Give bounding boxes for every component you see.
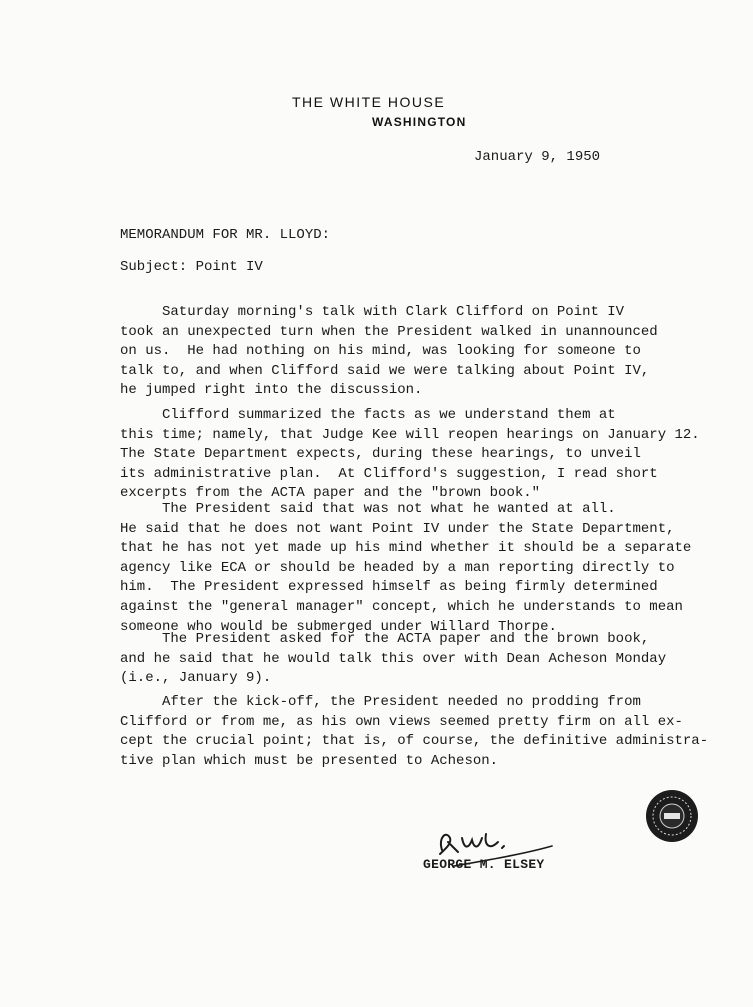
paragraph-line: Clifford or from me, as his own views seemed pretty firm on all ex-	[120, 713, 683, 730]
paragraph-line: talk to, and when Clifford said we were talking about Point IV,	[120, 362, 650, 379]
memo-date: January 9, 1950	[474, 149, 601, 165]
paragraph-line: on us. He had nothing on his mind, was looking for someone to	[120, 343, 641, 360]
paragraph-line: agency like ECA or should be headed by a man reporting directly to	[120, 559, 675, 576]
paragraph-line: (i.e., January 9).	[120, 670, 272, 687]
paragraph-line: that he has not yet made up his mind whether it should be a separate	[120, 540, 692, 557]
paragraph-4	[120, 630, 710, 689]
paragraph-1	[120, 303, 710, 401]
paragraph-line: and he said that he would talk this over with Dean Acheson Monday	[120, 650, 667, 667]
paragraph-line: He said that he does not want Point IV under the State Department,	[120, 520, 675, 537]
memo-subject: Subject: Point IV	[120, 259, 263, 275]
paragraph-line: cept the crucial point; that is, of course, the definitive administra-	[120, 733, 709, 750]
paragraph-line: Saturday morning's talk with Clark Clifford on Point IV	[120, 304, 625, 320]
paragraph-line: its administrative plan. At Clifford's suggestion, I read short	[120, 465, 658, 482]
paragraph-line: tive plan which must be presented to Acheson.	[120, 752, 499, 769]
letterhead-city: WASHINGTON	[372, 115, 467, 129]
paragraph-line: someone who would be submerged under Willard Thorpe.	[120, 618, 557, 635]
paragraph-line: Clifford summarized the facts as we understand them at	[120, 407, 616, 423]
paragraph-line: against the "general manager" concept, which he understands to mean	[120, 598, 683, 615]
paragraph-5	[120, 693, 710, 771]
library-stamp	[644, 788, 700, 844]
paragraph-line: took an unexpected turn when the President walked in unannounced	[120, 323, 658, 340]
paragraph-2	[120, 406, 710, 504]
paragraph-line: this time; namely, that Judge Kee will reopen hearings on January 12.	[120, 426, 700, 443]
paragraph-line: him. The President expressed himself as being firmly determined	[120, 579, 658, 596]
paragraph-line: excerpts from the ACTA paper and the "brown book."	[120, 485, 541, 502]
paragraph-line: The President asked for the ACTA paper and the brown book,	[120, 631, 650, 647]
memo-recipient: MEMORANDUM FOR MR. LLOYD:	[120, 227, 331, 243]
paragraph-3	[120, 500, 710, 637]
paragraph-line: he jumped right into the discussion.	[120, 382, 423, 399]
paragraph-line: The President said that was not what he wanted at all.	[120, 501, 616, 517]
letterhead-title: THE WHITE HOUSE	[292, 94, 446, 110]
signer-name: GEORGE M. ELSEY	[423, 857, 545, 872]
paragraph-line: The State Department expects, during these hearings, to unveil	[120, 446, 641, 463]
paragraph-line: After the kick-off, the President needed no prodding from	[120, 694, 641, 710]
